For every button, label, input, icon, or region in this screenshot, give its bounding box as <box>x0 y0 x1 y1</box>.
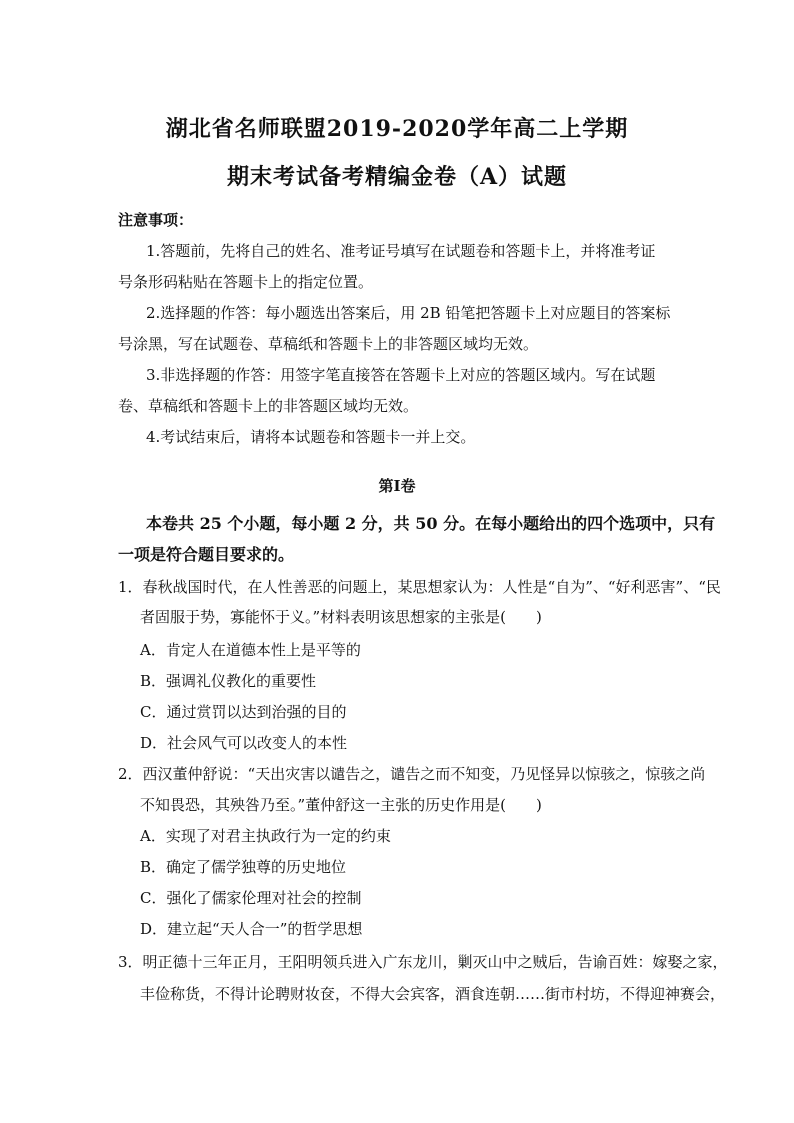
question-1-stem-cont: 者固服于势，寡能怀于义。”材料表明该思想家的主张是( ) <box>140 608 542 626</box>
question-2-option-c: C．强化了儒家伦理对社会的控制 <box>140 889 362 907</box>
notice-heading: 注意事项： <box>118 211 194 229</box>
notice-item-3-cont: 卷、草稿纸和答题卡上的非答题区域均无效。 <box>118 397 419 415</box>
notice-item-1-cont: 号条形码粘贴在答题卡上的指定位置。 <box>118 273 374 291</box>
question-1-option-b: B．强调礼仪教化的重要性 <box>140 672 317 690</box>
question-3-stem: 3．明正德十三年正月，王阳明领兵进入广东龙川，剿灭山中之贼后，告谕百姓：嫁娶之家， <box>118 953 728 971</box>
exam-title-line-2: 期末考试备考精编金卷（A）试题 <box>226 164 568 190</box>
exam-title-line-1: 湖北省名师联盟2019-2020学年高二上学期 <box>165 116 629 142</box>
section-intro: 本卷共 25 个小题，每小题 2 分，共 50 分。在每小题给出的四个选项中，只有 <box>146 514 716 533</box>
notice-item-4: 4.考试结束后，请将本试题卷和答题卡一并上交。 <box>146 428 476 446</box>
question-1-option-d: D．社会风气可以改变人的本性 <box>140 734 348 752</box>
question-1-option-c: C．通过赏罚以达到治强的目的 <box>140 703 347 721</box>
question-2-option-a: A．实现了对君主执政行为一定的约束 <box>140 827 391 845</box>
notice-item-1: 1.答题前，先将自己的姓名、准考证号填写在试题卷和答题卡上，并将准考证 <box>146 242 656 260</box>
question-2-stem-cont: 不知畏恐，其殃咎乃至。”董仲舒这一主张的历史作用是( ) <box>140 796 542 814</box>
question-2-option-d: D．建立起“天人合一”的哲学思想 <box>140 920 363 938</box>
question-2-option-b: B．确定了儒学独尊的历史地位 <box>140 858 347 876</box>
section-title: 第Ⅰ卷 <box>378 477 416 495</box>
question-1-stem: 1．春秋战国时代，在人性善恶的问题上，某思想家认为：人性是“自为”、“好利恶害”、“民 <box>118 578 721 596</box>
section-intro-cont: 一项是符合题目要求的。 <box>118 545 295 564</box>
notice-item-3: 3.非选择题的作答：用签字笔直接答在答题卡上对应的答题区域内。写在试题 <box>146 366 656 384</box>
question-2-stem: 2．西汉董仲舒说：“天出灾害以谴告之，谴告之而不知变，乃见怪异以惊骇之，惊骇之尚 <box>118 765 706 783</box>
question-3-stem-cont: 丰俭称货，不得计论聘财妆奁，不得大会宾客，酒食连朝……街市村坊，不得迎神赛会， <box>140 985 726 1003</box>
notice-item-2-cont: 号涂黑，写在试题卷、草稿纸和答题卡上的非答题区域均无效。 <box>118 335 539 353</box>
question-1-option-a: A．肯定人在道德本性上是平等的 <box>140 641 361 659</box>
notice-item-2: 2.选择题的作答：每小题选出答案后，用 2B 铅笔把答题卡上对应题目的答案标 <box>146 304 671 322</box>
